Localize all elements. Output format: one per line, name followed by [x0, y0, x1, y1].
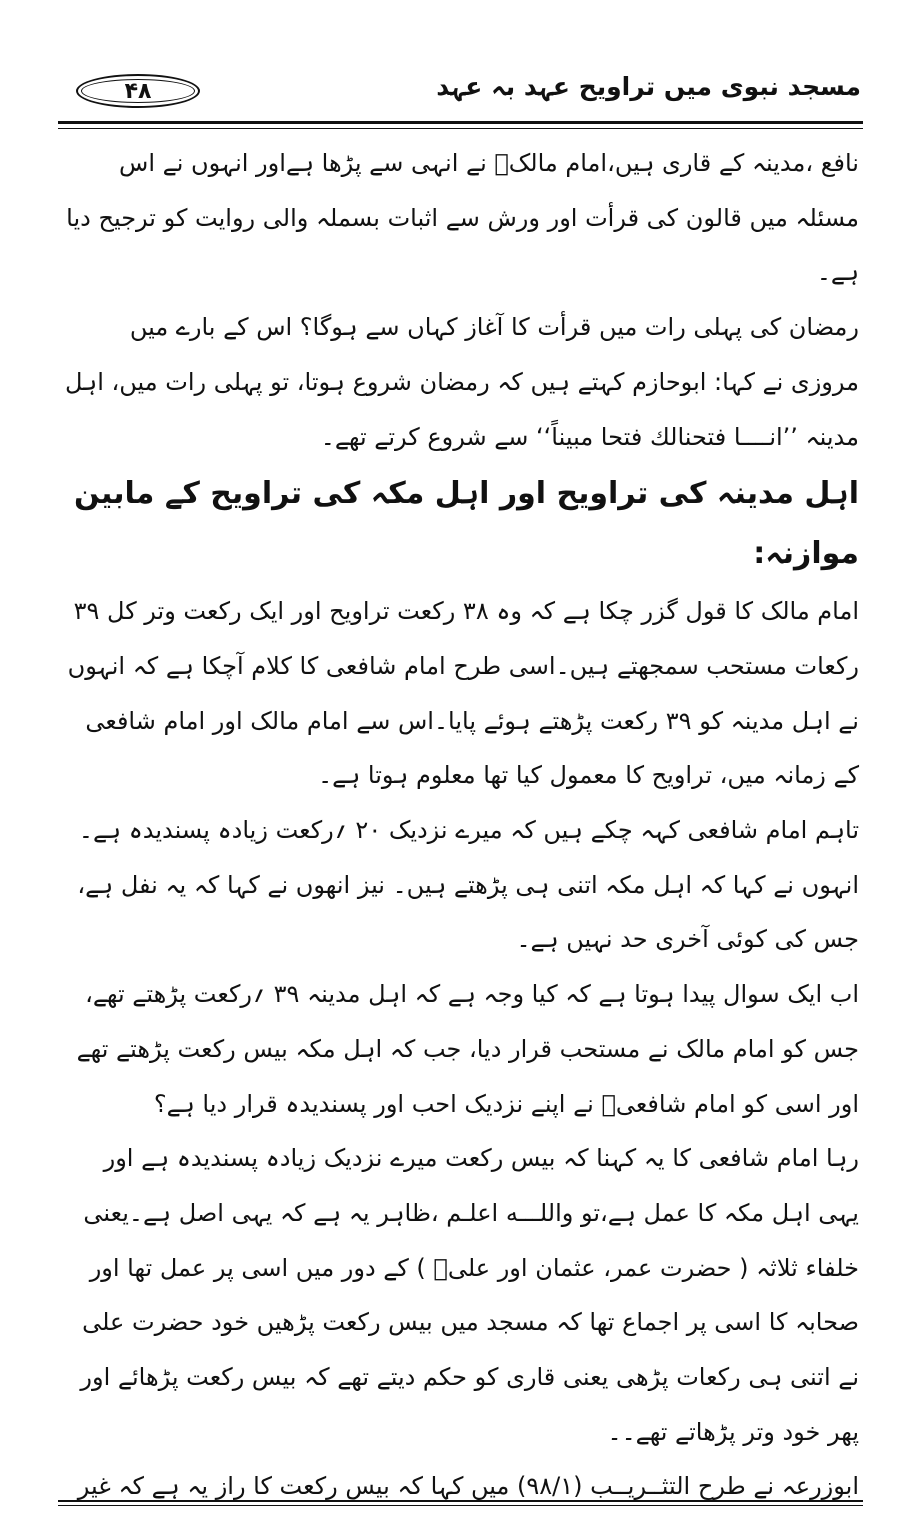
- page-number-badge: ۴۸: [76, 74, 200, 108]
- footer-divider: [58, 1500, 863, 1506]
- paragraph-6: رہا امام شافعی کا یہ کہنا کہ بیس رکعت میرے نزدیک زیادہ پسندیدہ ہے اور یہی اہل مکہ کا عمل ہے،تو واللـــه اعلـم ،ظاہر یہ ہے کہ یہی اصل ہے۔یعنی خلفاء ثلاثہ ( حضرت عمر، عثمان اور علیؓ ) کے دور میں اسی پر عمل تھا اور صحابہ کا اسی پر اجماع تھا کہ مسجد میں بیس رکعت پڑھیں خود حضرت علی نے اتنی ہی رکعات پڑھی یعنی قاری کو حکم دیتے تھے کہ بیس رکعت پڑھائے اور پھر خود وتر پڑھاتے تھے۔۔: [80, 1144, 859, 1446]
- paragraph-2: رمضان کی پہلی رات میں قرأت کا آغاز کہاں سے ہوگا؟ اس کے بارے میں مروزی نے کہا: ابوحازم کہتے ہیں کہ رمضان شروع ہوتا، تو پہلی رات میں، اہل مدینہ ’’انــــا فتحنالك فتحا مبيناً‘‘ سے شروع کرتے تھے۔: [65, 313, 859, 451]
- page-header: [62, 62, 861, 112]
- paragraph-3: امام مالک کا قول گزر چکا ہے کہ وہ ۳۸ رکعت تراویح اور ایک رکعت وتر کل ۳۹ رکعات مستحب سمجھتے ہیں۔اسی طرح امام شافعی کا کلام آچکا ہے کہ انہوں نے اہل مدینہ کو ۳۹ رکعت پڑھتے ہوئے پایا۔اس سے امام مالک اور امام شافعی کے زمانہ میں، تراویح کا معمول کیا تھا معلوم ہوتا ہے۔: [67, 597, 859, 790]
- paragraph-7: ابوزرعہ نے طرح التثــریــب (۹۸/۱) میں کہا کہ بیس رکعت کا راز یہ ہے کہ غیر: [77, 1472, 859, 1501]
- page-body: [62, 136, 859, 1514]
- section-heading: اہل مدینہ کی تراویح اور اہل مکہ کی تراویح کے مابین موازنہ:: [74, 476, 859, 572]
- paragraph-5: اب ایک سوال پیدا ہوتا ہے کہ کیا وجہ ہے کہ اہل مدینہ ۳۹ ؍رکعت پڑھتے تھے، جس کو امام مالک نے مستحب قرار دیا، جب کہ اہل مکہ بیس رکعت پڑھتے تھے اور اسی کو امام شافعیؒ نے اپنے نزدیک احب اور پسندیدہ قرار دیا ہے؟: [76, 980, 859, 1118]
- paragraph-4: تاہم امام شافعی کہہ چکے ہیں کہ میرے نزدیک ۲۰ ؍رکعت زیادہ پسندیدہ ہے۔ انہوں نے کہا کہ اہل مکہ اتنی ہی پڑھتے ہیں۔ نیز انھوں نے کہا کہ یہ نفل ہے، جس کی کوئی آخری حد نہیں ہے۔: [77, 816, 859, 954]
- header-divider: [58, 121, 863, 129]
- paragraph-1: نافع ،مدینہ کے قاری ہیں،امام مالکؒ نے انہی سے پڑھا ہےاور انہوں نے اس مسئلہ میں قالون کی قرأت اور ورش سے اثبات بسملہ والی روایت کو ترجیح دیا ہے۔: [66, 149, 859, 287]
- running-title: مسجد نبوی میں تراویح عہد بہ عہد: [436, 72, 861, 101]
